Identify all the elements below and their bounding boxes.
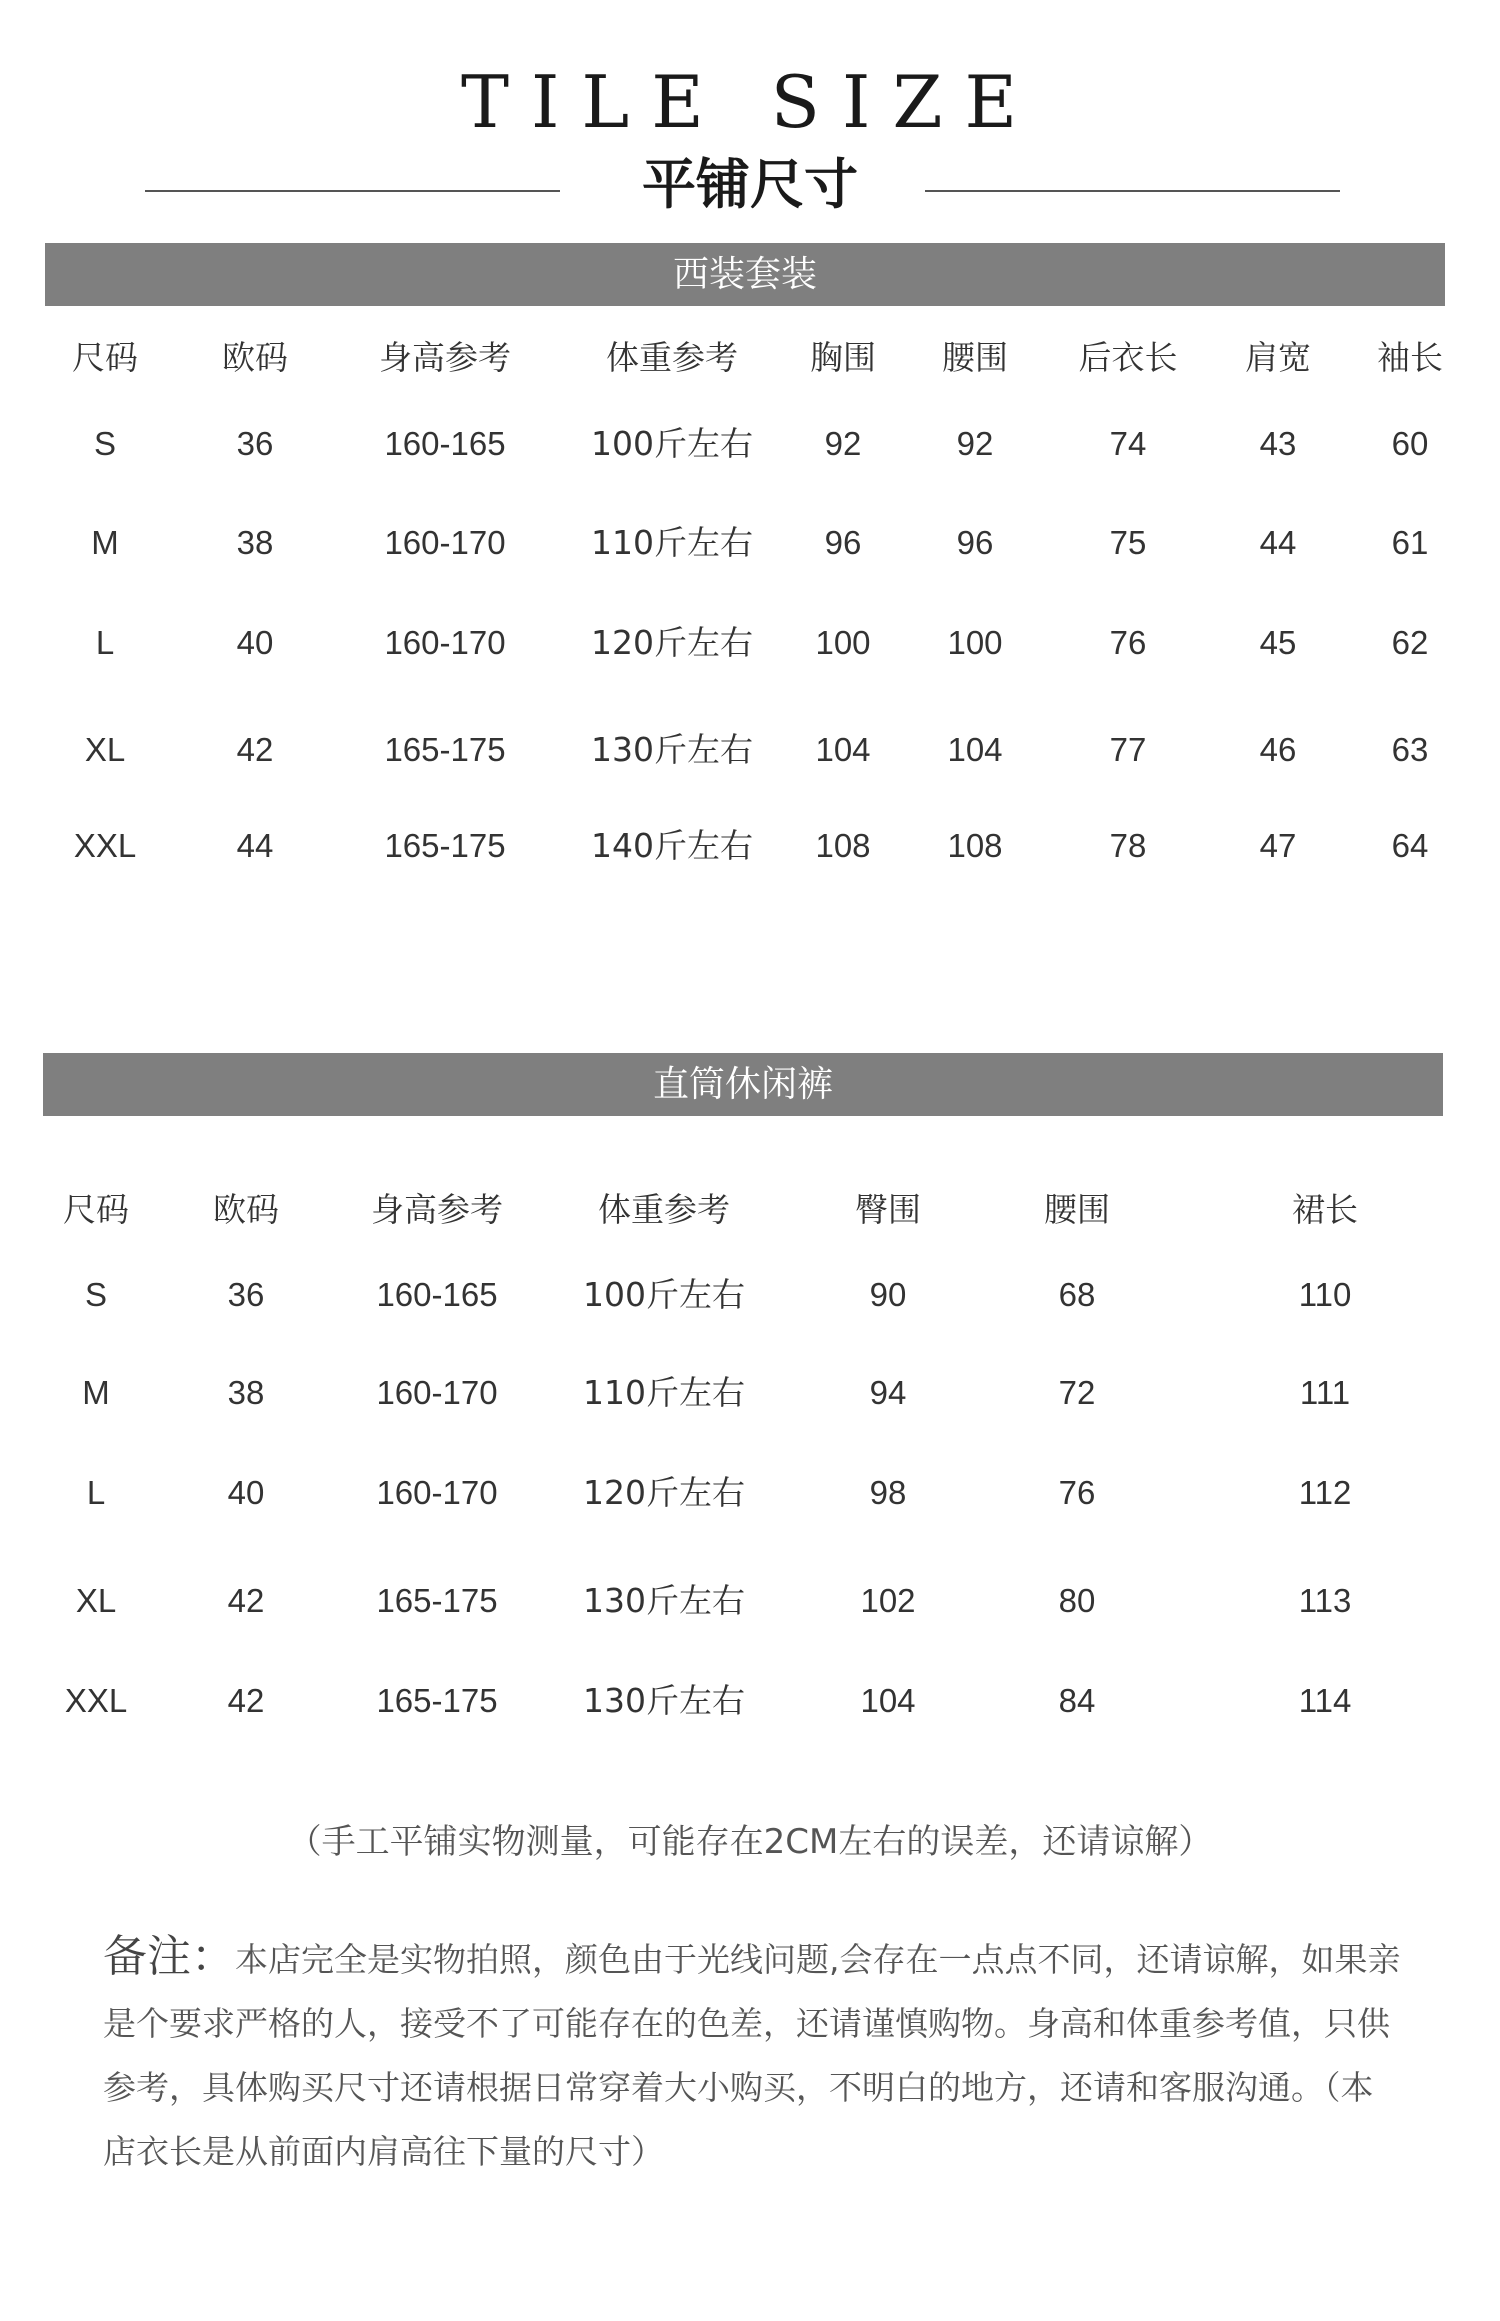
pants-table-cell: 38	[227, 1374, 265, 1411]
pants-table-cell: 110	[1298, 1276, 1352, 1313]
suit-table-cell: 40	[236, 624, 274, 661]
pants-table-cell: L	[86, 1474, 106, 1511]
suit-column-header: 后衣长	[1078, 338, 1178, 377]
suit-column-header: 胸围	[810, 338, 876, 377]
pants-table-cell: 102	[860, 1582, 916, 1619]
pants-table-cell: 160-170	[376, 1474, 498, 1511]
suit-table-cell: 165-175	[384, 731, 506, 768]
suit-table-cell: 42	[236, 731, 274, 768]
suit-table-cell: XL	[84, 731, 126, 768]
suit-table-cell: 96	[956, 524, 994, 561]
suit-table-cell: 76	[1109, 624, 1147, 661]
suit-table-cell: 43	[1259, 425, 1297, 462]
pants-table-cell: 40	[227, 1474, 265, 1511]
pants-table-cell: 76	[1058, 1474, 1096, 1511]
suit-table-cell: 104	[815, 731, 871, 768]
suit-table-cell: 92	[824, 425, 862, 462]
suit-table-cell: 78	[1109, 827, 1147, 864]
suit-table-cell: 108	[815, 827, 871, 864]
suit-column-header: 腰围	[942, 338, 1008, 377]
pants-table-cell: 160-170	[376, 1374, 498, 1411]
pants-column-header: 欧码	[213, 1190, 279, 1229]
divider-right	[925, 190, 1340, 192]
suit-table-cell: 44	[236, 827, 274, 864]
measurement-note: （手工平铺实物测量，可能存在2CM左右的误差，还请谅解）	[287, 1822, 1213, 1862]
pants-table-cell: 98	[869, 1474, 907, 1511]
suit-table-cell: 45	[1259, 624, 1297, 661]
suit-section-title: 西装套装	[45, 243, 1445, 306]
suit-column-header: 肩宽	[1245, 338, 1311, 377]
suit-table-cell: S	[93, 425, 117, 462]
pants-table-cell: 110斤左右	[583, 1373, 745, 1412]
pants-table-cell: 165-175	[376, 1682, 498, 1719]
pants-table-cell: 113	[1298, 1582, 1352, 1619]
suit-table-cell: 64	[1391, 827, 1429, 864]
pants-table-cell: 130斤左右	[583, 1681, 745, 1720]
pants-table-cell: 80	[1058, 1582, 1096, 1619]
suit-table-cell: 120斤左右	[591, 623, 753, 662]
remark-text: 本店完全是实物拍照，颜色由于光线问题,会存在一点点不同，还请谅解，如果亲是个要求严格的人，接受不了可能存在的色差，还请谨慎购物。身高和体重参考值，只供参考，具体购买尺寸还请根据日常穿着大小购买，不明白的地方，还请和客服沟通。（本店衣长是从前面内肩高往下量的尺寸）	[103, 1940, 1401, 2171]
suit-table-cell: 140斤左右	[591, 826, 753, 865]
suit-table-cell: 100	[947, 624, 1003, 661]
suit-table-cell: 160-170	[384, 624, 506, 661]
pants-table-cell: 104	[860, 1682, 916, 1719]
suit-column-header: 体重参考	[606, 338, 738, 377]
suit-table-cell: 108	[947, 827, 1003, 864]
suit-table-cell: 60	[1391, 425, 1429, 462]
page-title-cn: 平铺尺寸	[642, 153, 858, 216]
pants-table-cell: 114	[1298, 1682, 1352, 1719]
suit-table-cell: 100	[815, 624, 871, 661]
remark-label: 备注：	[103, 1931, 235, 1982]
pants-table-cell: 94	[869, 1374, 907, 1411]
pants-table-cell: 160-165	[376, 1276, 498, 1313]
pants-column-header: 体重参考	[598, 1190, 730, 1229]
pants-column-header: 身高参考	[371, 1190, 503, 1229]
suit-column-header: 欧码	[222, 338, 288, 377]
pants-table-cell: 130斤左右	[583, 1581, 745, 1620]
suit-table-cell: 160-170	[384, 524, 506, 561]
suit-column-header: 袖长	[1377, 338, 1443, 377]
suit-table-cell: 47	[1259, 827, 1297, 864]
suit-table-cell: XXL	[73, 827, 137, 864]
suit-column-header: 尺码	[72, 338, 138, 377]
suit-table-cell: M	[91, 524, 119, 561]
suit-table-cell: 36	[236, 425, 274, 462]
pants-table-cell: 84	[1058, 1682, 1096, 1719]
suit-table-cell: 165-175	[384, 827, 506, 864]
suit-table-cell: 104	[947, 731, 1003, 768]
suit-table-cell: 61	[1391, 524, 1429, 561]
suit-table-cell: 130斤左右	[591, 730, 753, 769]
suit-table-cell: 75	[1109, 524, 1147, 561]
suit-table-cell: 160-165	[384, 425, 506, 462]
pants-column-header: 臀围	[855, 1190, 921, 1229]
pants-column-header: 尺码	[63, 1190, 129, 1229]
suit-column-header: 身高参考	[379, 338, 511, 377]
suit-table-cell: 92	[956, 425, 994, 462]
pants-table-cell: 42	[227, 1582, 265, 1619]
pants-table-cell: XL	[75, 1582, 117, 1619]
suit-table-cell: 44	[1259, 524, 1297, 561]
pants-table-cell: XXL	[64, 1682, 128, 1719]
pants-table-cell: M	[82, 1374, 110, 1411]
pants-table-cell: 42	[227, 1682, 265, 1719]
suit-table-cell: 77	[1109, 731, 1147, 768]
suit-table-cell: 46	[1259, 731, 1297, 768]
pants-table-cell: 36	[227, 1276, 265, 1313]
suit-table-cell: 96	[824, 524, 862, 561]
suit-table-cell: 62	[1391, 624, 1429, 661]
pants-section-title: 直筒休闲裤	[43, 1053, 1443, 1116]
pants-column-header: 裙长	[1292, 1190, 1358, 1229]
suit-table-cell: L	[95, 624, 115, 661]
remark-block	[103, 1925, 1403, 2184]
pants-table-cell: 68	[1058, 1276, 1096, 1313]
suit-table-cell: 74	[1109, 425, 1147, 462]
pants-table-cell: 72	[1058, 1374, 1096, 1411]
pants-table-cell: 120斤左右	[583, 1473, 745, 1512]
pants-column-header: 腰围	[1044, 1190, 1110, 1229]
pants-table-cell: 165-175	[376, 1582, 498, 1619]
suit-table-cell: 63	[1391, 731, 1429, 768]
suit-table-cell: 100斤左右	[591, 424, 753, 463]
pants-table-cell: 90	[869, 1276, 907, 1313]
pants-table-cell: S	[84, 1276, 108, 1313]
page-title-en: TILE SIZE	[460, 60, 1040, 144]
pants-table-cell: 100斤左右	[583, 1275, 745, 1314]
suit-table-cell: 110斤左右	[591, 523, 753, 562]
pants-table-cell: 111	[1299, 1374, 1351, 1411]
suit-table-cell: 38	[236, 524, 274, 561]
pants-table-cell: 112	[1298, 1474, 1352, 1511]
